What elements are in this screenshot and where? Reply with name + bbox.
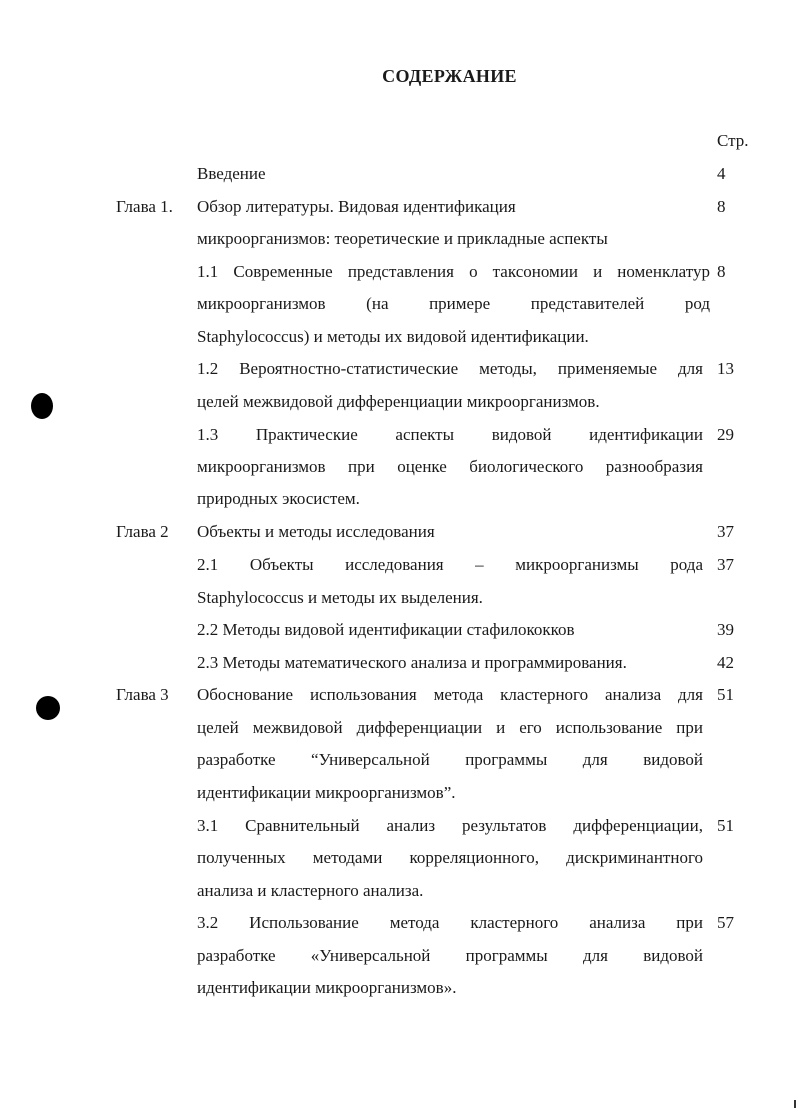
toc-ch3-page: 51 bbox=[717, 685, 734, 704]
toc-s11-line3: Staphylococcus) и методы их видовой идентификации. bbox=[197, 327, 589, 346]
toc-s32-line3: идентификации микроорганизмов». bbox=[197, 978, 457, 997]
toc-s31-page: 51 bbox=[717, 816, 734, 835]
toc-intro-title: Введение bbox=[197, 164, 266, 183]
page-title: СОДЕРЖАНИЕ bbox=[382, 66, 517, 86]
toc-ch3-label: Глава 3 bbox=[116, 685, 169, 704]
toc-s31-line1: 3.1 Сравнительный анализ результатов дифференциации, bbox=[197, 816, 703, 835]
toc-s12-line1: 1.2 Вероятностно-статистические методы, применяемые для bbox=[197, 359, 703, 378]
toc-s13-line1: 1.3 Практические аспекты видовой идентификации bbox=[197, 425, 703, 444]
toc-s21-line2: Staphylococcus и методы их выделения. bbox=[197, 588, 483, 607]
toc-ch3-title-line3: разработке “Универсальной программы для видовой bbox=[197, 750, 703, 769]
toc-s11-line1: 1.1 Современные представления о таксономии и номенклатур bbox=[197, 262, 710, 281]
toc-s31-line3: анализа и кластерного анализа. bbox=[197, 881, 424, 900]
toc-ch3-title-line4: идентификации микроорганизмов”. bbox=[197, 783, 456, 802]
toc-s32-page: 57 bbox=[717, 913, 734, 932]
toc-ch2-page: 37 bbox=[717, 522, 734, 541]
toc-ch3-title-line1: Обоснование использования метода кластерного анализа для bbox=[197, 685, 703, 704]
toc-ch1-title-line1: Обзор литературы. Видовая идентификация bbox=[197, 197, 516, 216]
toc-s32-line1: 3.2 Использование метода кластерного анализа при bbox=[197, 913, 703, 932]
toc-s22-title: 2.2 Методы видовой идентификации стафилококков bbox=[197, 620, 575, 639]
toc-s32-line2: разработке «Универсальной программы для видовой bbox=[197, 946, 703, 965]
punch-hole-lower bbox=[36, 696, 60, 720]
toc-s13-line3: природных экосистем. bbox=[197, 489, 360, 508]
toc-s21-page: 37 bbox=[717, 555, 734, 574]
scan-edge-mark bbox=[794, 1100, 796, 1108]
toc-ch1-label: Глава 1. bbox=[116, 197, 173, 216]
toc-s12-page: 13 bbox=[717, 359, 734, 378]
toc-ch2-label: Глава 2 bbox=[116, 522, 169, 541]
toc-s11-line2: микроорганизмов (на примере представителей род bbox=[197, 294, 710, 313]
toc-s13-line2: микроорганизмов при оценке биологического разнообразия bbox=[197, 457, 703, 476]
toc-s12-line2: целей межвидовой дифференциации микроорганизмов. bbox=[197, 392, 600, 411]
toc-s13-page: 29 bbox=[717, 425, 734, 444]
page-column-header: Стр. bbox=[717, 131, 749, 150]
punch-hole-upper bbox=[31, 393, 53, 419]
toc-ch2-title: Объекты и методы исследования bbox=[197, 522, 435, 541]
toc-s23-page: 42 bbox=[717, 653, 734, 672]
toc-ch1-title-line2: микроорганизмов: теоретические и прикладные аспекты bbox=[197, 229, 608, 248]
toc-s11-page: 8 bbox=[717, 262, 726, 281]
toc-s23-title: 2.3 Методы математического анализа и программирования. bbox=[197, 653, 627, 672]
toc-s22-page: 39 bbox=[717, 620, 734, 639]
toc-ch1-page: 8 bbox=[717, 197, 726, 216]
toc-s21-line1: 2.1 Объекты исследования – микроорганизмы рода bbox=[197, 555, 703, 574]
toc-intro-page: 4 bbox=[717, 164, 726, 183]
toc-s31-line2: полученных методами корреляционного, дискриминантного bbox=[197, 848, 703, 867]
toc-ch3-title-line2: целей межвидовой дифференциации и его использование при bbox=[197, 718, 703, 737]
